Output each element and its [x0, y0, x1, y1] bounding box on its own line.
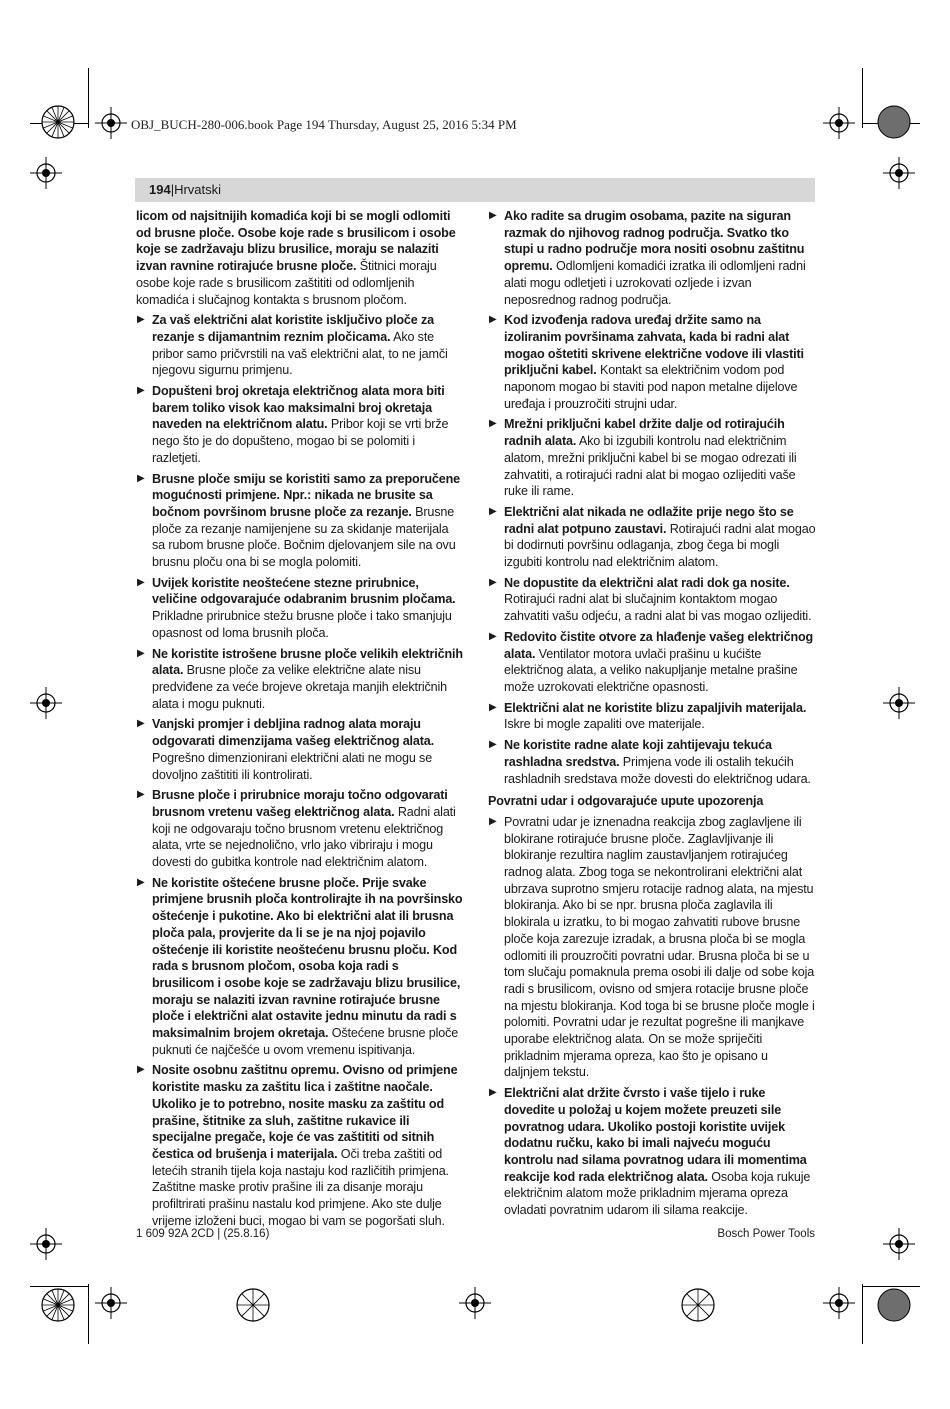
list-item — [488, 629, 816, 696]
bullet-arrow-icon: ▶ — [489, 701, 497, 713]
bullet-arrow-icon: ▶ — [489, 418, 497, 430]
crop-mark — [862, 68, 863, 128]
list-item — [136, 383, 464, 467]
item-bold-text: Uvijek koristite neoštećene stezne prirubnice, veličine odgovarajuće odabranim brusnim pločama. — [152, 575, 456, 607]
list-item — [136, 646, 464, 713]
item-bold-text: Ne koristite istrošene brusne ploče velikih električnih alata. — [152, 646, 463, 678]
list-item — [488, 737, 816, 787]
intro-bold: licom od najsitnijih komadića koji bi se mogli odlomiti od brusne ploče. Osobe koje rade s brusilicom i osobe koje se zadržavaju blizu brusilice, moraju se nalaziti izvan ravnine rotirajuće brusne ploče. — [136, 209, 456, 274]
registration-target-icon — [30, 157, 62, 189]
item-text: Brusne ploče za velike električne alate nisu predviđene za veće brojeve okretaja manjih električnih alata i mogu puknuti. — [152, 663, 448, 711]
list-item — [136, 875, 464, 1059]
registration-target-icon — [883, 157, 915, 189]
list-item — [136, 575, 464, 642]
item-text: Rotirajući radni alat bi slučajnim kontaktom mogao zahvatiti vašu odjeću, a radni alat bi vas mogao ozlijediti. — [504, 592, 812, 624]
item-bold-text: Ne koristite radne alate koji zahtijevaju tekuća rashladna sredstva. — [504, 738, 772, 769]
item-text: Osoba koja rukuje električnim alatom može prikladnim mjerama opreza ovladati povratnim udarom ili silama reakcije. — [504, 1169, 811, 1218]
bullet-arrow-icon: ▶ — [489, 815, 497, 827]
color-bar-circle-icon — [876, 104, 912, 140]
crop-mark — [88, 1284, 89, 1344]
list-item — [488, 700, 816, 733]
intro-paragraph — [136, 208, 464, 308]
bullet-arrow-icon: ▶ — [489, 1087, 497, 1099]
color-bar-circle-icon — [876, 1287, 912, 1323]
item-bold-text: Nosite osobnu zaštitnu opremu. Ovisno od primjene koristite masku za zaštitu lica i zaštitne naočale. Ukoliko je to potrebno, nosite masku za zaštitu od prašine, štitnike za sluh, zaštitne rukavice ili specijalne pregače, koje će vas zaštititi od sitnih čestica od brušenja i materijala. — [152, 1063, 458, 1161]
page-number: 194 — [149, 182, 171, 197]
bullet-arrow-icon: ▶ — [489, 576, 497, 588]
footer-doc-code: 1 609 92A 2CD | (25.8.16) — [136, 1228, 270, 1240]
bullet-arrow-icon: ▶ — [489, 314, 497, 326]
page-header — [149, 182, 221, 197]
list-item — [136, 312, 464, 379]
bullet-arrow-icon: ▶ — [137, 718, 145, 730]
item-text: Ako bi izgubili kontrolu nad električnim alatom, mrežni priključni kabel bi se mogao odrezati ili zahvatiti, a rotirajući radni alat bi mogao ozlijediti vaše ruke ili rame. — [504, 434, 797, 499]
page-header-bar — [135, 178, 815, 202]
list-item — [136, 716, 464, 783]
list-item — [488, 416, 816, 500]
item-bold-text: Kod izvođenja radova uređaj držite samo na izoliranim površinama zahvata, kada bi radni alat mogao oštetiti skrivene električne vodove ili vlastiti priključni kabel. — [504, 313, 804, 378]
registration-target-icon — [30, 687, 62, 719]
list-item — [488, 1085, 816, 1219]
item-text: Pogrešno dimenzionirani električni alati ne mogu se dovoljno zaštititi ili kontrolirati. — [152, 750, 433, 782]
bullet-arrow-icon: ▶ — [489, 210, 497, 221]
registration-mark-icon — [40, 104, 76, 140]
item-bold-text: Električni alat nikada ne odlažite prije nego što se radni alat potpuno zaustavi. — [504, 504, 794, 536]
list-item — [136, 1062, 464, 1229]
item-text: Ventilator motora uvlači prašinu u kućište električnog alata, a veliko nakupljanje metalne prašine može uzrokovati električne opasnosti. — [504, 646, 798, 694]
item-bold-text: Ne koristite oštećene brusne ploče. Prije svake primjene brusnih ploča kontrolirajte ih na površinsko oštećenje i pukotine. Ako bi električni alat ili brusna ploča pala, provjerite da li se je na njoj pojavilo oštećenje ili koristite neoštećenu brusnu ploču. Kod rada s brusnom pločom, osoba koja radi s brusilicom i osobe koje se zadržavaju blizu brusilice, moraju se nalaziti izvan ravnine rotirajuće brusne ploče i električni alat ostavite jednu minutu da radi s maksimalnim brojem okretaja. — [152, 875, 463, 1041]
registration-target-icon — [883, 687, 915, 719]
list-item — [488, 312, 816, 412]
item-bold-text: Mrežni priključni kabel držite dalje od rotirajućih radnih alata. — [504, 417, 785, 449]
registration-mark-icon — [680, 1287, 716, 1323]
list-item — [488, 504, 816, 571]
item-text: Pribor koji se vrti brže nego što je do dopušteno, mogao bi se polomiti i razletjeti. — [152, 417, 449, 465]
item-text: Odlomljeni komadići izratka ili odlomljeni radni alati mogu odletjeti i uzrokovati ozljede i izvan neposrednog radnog područja. — [504, 259, 806, 307]
left-items — [136, 312, 464, 1229]
registration-mark-icon — [40, 1287, 76, 1323]
item-text: Ako ste pribor samo pričvrstili na vaš električni alat, to ne jamči njegovu sigurnu primjenu. — [152, 329, 448, 378]
item-bold-text: Vanjski promjer i debljina radnog alata moraju odgovarati dimenzijama vašeg električnog alata. — [152, 717, 435, 749]
section-items — [488, 814, 816, 1219]
item-text: Kontakt sa električnim vodom pod naponom mogao bi staviti pod napon metalne dijelove uređaja i prouzročiti strujni udar. — [504, 363, 798, 411]
crop-mark — [88, 68, 89, 128]
bullet-arrow-icon: ▶ — [137, 789, 145, 801]
item-text: Oštećene brusne ploče puknuti će najčešće u ovom vremenu ispitivanja. — [152, 1026, 459, 1057]
item-bold-text: Za vaš električni alat koristite isključivo ploče za rezanje s dijamantnim reznim pločicama. — [152, 313, 434, 344]
bullet-arrow-icon: ▶ — [137, 876, 145, 888]
item-text: Radni alati koji ne odgovaraju točno brusnom vretenu električnog alata, vrte se nejednolično, vrlo jako vibriraju i mogu dovesti do gubitka kontrole nad električnim alatom. — [152, 804, 456, 870]
registration-target-icon — [823, 107, 855, 139]
item-bold-text: Ako radite sa drugim osobama, pazite na siguran razmak do njihovog radnog područja. Svatko tko stupi u radno područje mora nositi osobnu zaštitnu opremu. — [504, 209, 805, 274]
right-items — [488, 208, 816, 787]
header-language: Hrvatski — [174, 182, 222, 197]
bullet-arrow-icon: ▶ — [137, 472, 145, 484]
bullet-arrow-icon: ▶ — [489, 630, 497, 642]
item-bold-text: Električni alat ne koristite blizu zapaljivih materijala. — [504, 700, 807, 715]
bullet-arrow-icon: ▶ — [137, 576, 145, 588]
registration-mark-icon — [235, 1287, 271, 1323]
intro-text: Štitnici moraju osobe koje rade s brusilicom zaštititi od odlomljenih komadića i slučajnog kontakta s brusnom pločom. — [136, 259, 437, 307]
list-item — [136, 787, 464, 871]
header-separator: | — [170, 182, 175, 197]
item-bold-text: Brusne ploče i prirubnice moraju točno odgovarati brusnom vretenu vašeg električnog alata. — [152, 788, 448, 819]
bullet-arrow-icon: ▶ — [137, 385, 145, 397]
registration-target-icon — [95, 1287, 127, 1319]
item-text: Prikladne prirubnice stežu brusne ploče i tako smanjuju opasnost od loma brusnih ploča. — [152, 609, 452, 640]
bullet-arrow-icon: ▶ — [137, 647, 145, 659]
bullet-arrow-icon: ▶ — [489, 739, 497, 751]
print-info: OBJ_BUCH-280-006.book Page 194 Thursday, August 25, 2016 5:34 PM — [131, 117, 517, 132]
item-text: Primjena vode ili ostalih tekućih rashladnih sredstava može dovesti do električnog udara. — [504, 754, 811, 786]
item-text: Povratni udar je iznenadna reakcija zbog zaglavljene ili blokirane rotirajuće brusne ploče. Zaglavljivanje ili blokiranje rezultira naglim zaustavljanjem rotirajućeg radnog alata. Zbog toga se nekontrolirani električni alat ubrzava suprotno smjeru rotacije radnog alata, na mjestu blokiranja. Ako bi se npr. brusna ploča zaglavila ili blokirala u izratku, to bi mogao zahvatiti rubove brusne ploče koja zarezuje izradak, a brusna ploča bi se mogla odlomiti ili prouzročiti povratni udar. Brusna ploča bi se u tom slučaju pomaknula prema osobi ili dalje od sobe koja radi s brusilicom, ovisno od smjera rotacije brusne ploče na mjestu blokiranja. Kod toga bi se brusne ploče mogle i polomiti. Povratni udar je rezultat pogrešne ili manjkave uporabe električnog alata. On se može spriječiti prikladnim mjerama opreza, kao što je opisano u daljnjem tekstu. — [504, 814, 815, 1080]
item-bold-text: Dopušteni broj okretaja električnog alata mora biti barem toliko visok kao maksimalni broj okretaja naveden na električnom alatu. — [152, 384, 445, 432]
registration-target-icon — [459, 1287, 491, 1319]
registration-target-icon — [883, 1228, 915, 1260]
item-text: Brusne ploče za rezanje namijenjene su za skidanje materijala sa rubom brusne ploče. Bočnim djelovanjem sile na ovu brusnu ploču ona bi se mogla polomiti. — [152, 504, 456, 570]
crop-mark — [862, 1284, 863, 1344]
section-title: Povratni udar i odgovarajuće upute upozorenja — [488, 794, 764, 809]
right-column — [488, 208, 816, 1223]
footer-brand: Bosch Power Tools — [717, 1228, 815, 1240]
bullet-arrow-icon: ▶ — [137, 314, 145, 326]
bullet-arrow-icon: ▶ — [489, 505, 497, 517]
item-bold-text: Redovito čistite otvore za hlađenje vašeg električnog alata. — [504, 629, 814, 661]
item-text: Iskre bi mogle zapaliti ove materijale. — [504, 717, 705, 732]
registration-target-icon — [95, 107, 127, 139]
item-bold-text: Brusne ploče smiju se koristiti samo za preporučene mogućnosti primjene. Npr.: nikada ne brusite sa bočnom površinom brusne ploče za rezanje. — [152, 471, 460, 519]
list-item — [488, 575, 816, 625]
bullet-arrow-icon: ▶ — [137, 1064, 145, 1076]
item-bold-text: Električni alat držite čvrsto i vaše tijelo i ruke dovedite u položaj u kojem možete preuzeti sile povratnog udara. Ukoliko postoji koristite uvijek dodatnu ručku, kako bi imali najveću moguću kontrolu nad silama povratnog udara ili momentima reakcije kod rada električnog alata. — [504, 1086, 807, 1184]
list-item — [488, 814, 816, 1081]
left-column — [136, 208, 464, 1233]
item-text: Oči treba zaštiti od letećih stranih tijela koja nastaju kod različitih primjena. Zaštitne maske protiv prašine ili za disanje moraju profiltrirati prašinu nastalu kod primjene. Ako ste dulje vrijeme izloženi buci, mogao bi vam se pogoršati sluh. — [152, 1146, 449, 1228]
item-bold-text: Ne dopustite da električni alat radi dok ga nosite. — [504, 575, 790, 590]
registration-target-icon — [30, 1228, 62, 1260]
registration-target-icon — [823, 1287, 855, 1319]
list-item — [136, 471, 464, 571]
list-item — [488, 208, 816, 308]
item-text: Rotirajući radni alat mogao bi dodirnuti površinu odlaganja, zbog čega bi mogli izgubiti kontrolu nad električnim alatom. — [504, 521, 816, 570]
